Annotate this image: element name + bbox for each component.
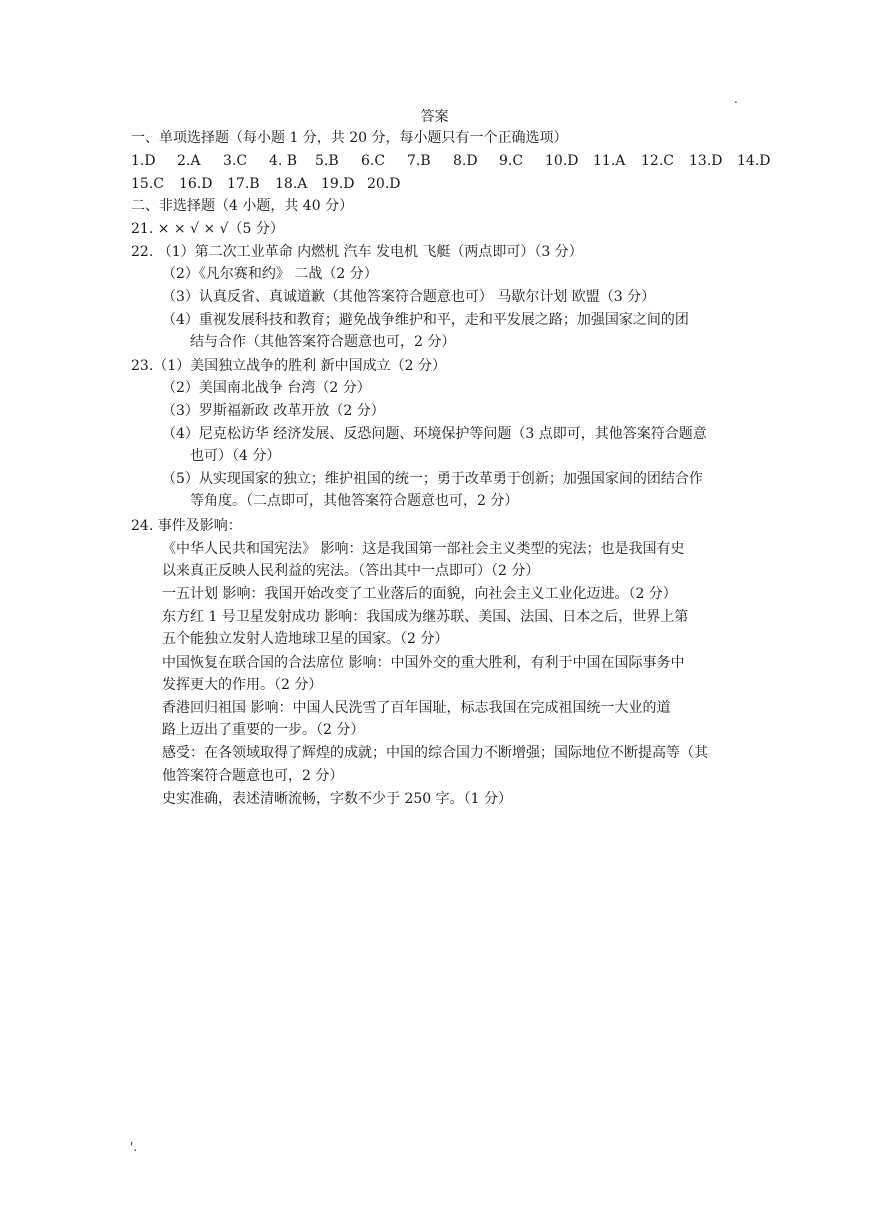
answer-4: 4. B (269, 153, 298, 169)
answer-13: 13.D (689, 153, 723, 169)
q24-line: 感受：在各领域取得了辉煌的成就；中国的综合国力不断增强；国际地位不断提高等（其 (162, 745, 708, 761)
q23-part4-line1: （4）尼克松访华 经济发展、反恐问题、环境保护等问题（3 点即可，其他答案符合题意 (162, 426, 707, 442)
q24-line: 史实准确，表述清晰流畅，字数不少于 250 字。（1 分） (162, 791, 512, 807)
section1-heading: 一、单项选择题（每小题 1 分，共 20 分，每小题只有一个正确选项） (131, 130, 568, 146)
q24-line: 中国恢复在联合国的合法席位 影响：中国外交的重大胜利，有利于中国在国际事务中 (162, 655, 685, 671)
answers-row-1 (131, 151, 785, 171)
q23-part3: （3）罗斯福新政 改革开放（2 分） (162, 403, 385, 419)
answer-14: 14.D (737, 153, 771, 169)
q24-line: 东方红 1 号卫星发射成功 影响：我国成为继苏联、美国、法国、日本之后，世界上第 (162, 609, 689, 625)
answer-1: 1.D (131, 153, 156, 169)
q24-line: 香港回归祖国 影响：中国人民洗雪了百年国耻，标志我国在完成祖国统一大业的道 (162, 700, 671, 716)
q22-part4-line2: 结与合作（其他答案符合题意也可，2 分） (190, 334, 456, 350)
q24-line: 他答案符合题意也可，2 分） (162, 768, 344, 784)
answer-5: 5.B (315, 153, 339, 169)
corner-mark-top: . (734, 92, 738, 106)
q24-line: 发挥更大的作用。（2 分） (162, 677, 323, 693)
q23-part5-line2: 等角度。（二点即可，其他答案符合题意也可，2 分） (190, 493, 519, 509)
q24-line: 一五计划 影响：我国开始改变了工业落后的面貌，向社会主义工业化迈进。（2 分） (162, 586, 677, 602)
answers-row-2 (131, 174, 413, 194)
answer-15: 15.C (131, 176, 164, 192)
q24-line: 以来真正反映人民利益的宪法。（答出其中一点即可）（2 分） (162, 563, 540, 579)
q22-part1: 22. （1）第二次工业革命 内燃机 汽车 发电机 飞艇（两点即可）（3 分） (131, 244, 583, 260)
answer-12: 12.C (641, 153, 674, 169)
q23-part1: 23.（1）美国独立战争的胜利 新中国成立（2 分） (131, 358, 446, 374)
corner-mark-bottom: '. (130, 1140, 138, 1154)
q24-heading: 24. 事件及影响： (131, 518, 242, 534)
q22-part4-line1: （4）重视发展科技和教育；避免战争维护和平，走和平发展之路；加强国家之间的团 (162, 312, 689, 328)
q24-line: 路上迈出了重要的一步。（2 分） (162, 722, 365, 738)
page-title: 答案 (420, 109, 449, 125)
answer-11: 11.A (593, 153, 626, 169)
answer-16: 16.D (179, 176, 213, 192)
answer-18: 18.A (275, 176, 308, 192)
answer-8: 8.D (453, 153, 478, 169)
q22-part3: （3）认真反省、真诚道歉（其他答案符合题意也可） 马歇尔计划 欧盟（3 分） (162, 289, 656, 305)
answer-10: 10.D (545, 153, 579, 169)
q23-part4-line2: 也可）（4 分） (190, 448, 281, 464)
q24-line: 五个能独立发射人造地球卫星的国家。（2 分） (162, 631, 449, 647)
answer-17: 17.B (227, 176, 260, 192)
answer-19: 19.D (321, 176, 355, 192)
q22-part2: （2）《凡尔赛和约》 二战（2 分） (162, 266, 378, 282)
q21-answer: 21. × × √ × √（5 分） (131, 221, 284, 237)
answer-6: 6.C (361, 153, 386, 169)
answer-3: 3.C (223, 153, 248, 169)
answer-20: 20.D (367, 176, 401, 192)
q23-part5-line1: （5）从实现国家的独立；维护祖国的统一；勇于改革勇于创新；加强国家间的团结合作 (162, 471, 703, 487)
section2-heading: 二、非选择题（4 小题，共 40 分） (131, 198, 354, 214)
q23-part2: （2）美国南北战争 台湾（2 分） (162, 380, 371, 396)
answer-2: 2.A (177, 153, 201, 169)
answer-7: 7.B (407, 153, 431, 169)
answer-9: 9.C (499, 153, 524, 169)
q24-line: 《中华人民共和国宪法》 影响：这是我国第一部社会主义类型的宪法；也是我国有史 (162, 541, 685, 557)
